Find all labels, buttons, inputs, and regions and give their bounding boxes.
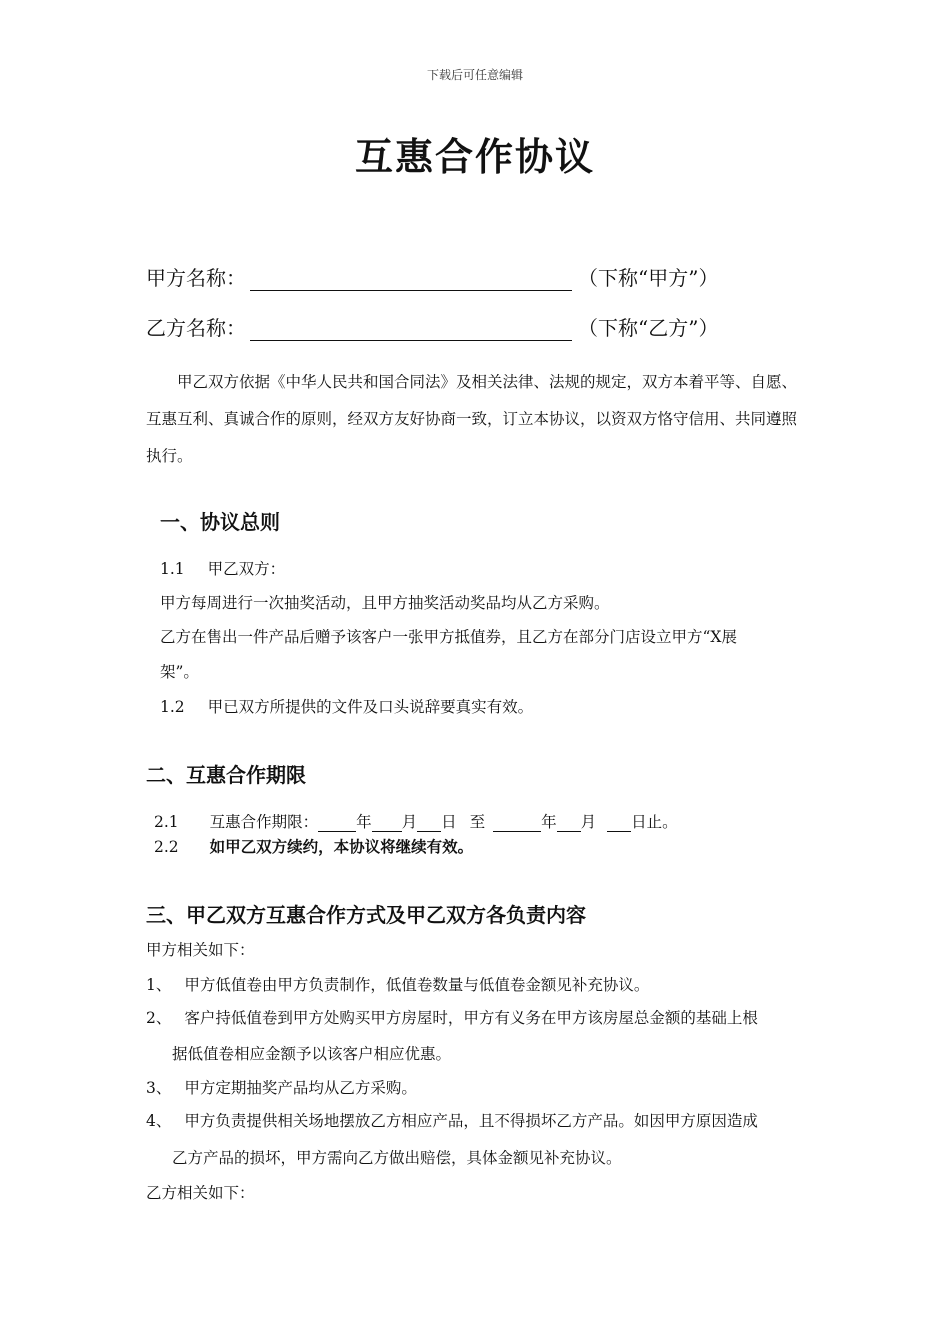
party-a-name-field[interactable] <box>250 268 572 291</box>
section1-line-a: 甲方每周进行一次抽奖活动，且甲方抽奖活动奖品均从乙方采购。 <box>160 594 610 612</box>
header-note: 下载后可任意编辑 <box>426 68 523 82</box>
section1-line-b1: 乙方在售出一件产品后赠予该客户一张甲方抵值券，且乙方在部分门店设立甲方“X展 <box>160 628 737 646</box>
party-a-label: 甲方名称： <box>146 266 246 290</box>
section2-item2-num: 2.2 <box>154 838 179 856</box>
duty-item-2-cont: 据低值卷相应金额予以该客户相应优惠。 <box>172 1045 452 1063</box>
party-b-duties-intro: 乙方相关如下： <box>146 1184 255 1202</box>
duty-item-4 <box>146 1109 758 1131</box>
duty-item-3 <box>146 1076 417 1098</box>
duty-item-2 <box>146 1006 758 1028</box>
document-title: 互惠合作协议 <box>354 134 595 179</box>
start-month-unit: 月 <box>401 813 418 831</box>
start-year-unit: 年 <box>356 813 372 831</box>
section1-item1-num: 1.1 <box>160 560 185 578</box>
party-b-row <box>146 312 718 341</box>
duty-item-4-text: 甲方负责提供相关场地摆放乙方相应产品，且不得损坏乙方产品。如因甲方原因造成 <box>184 1112 758 1130</box>
duty-item-1 <box>146 973 649 995</box>
duty-item-4-cont: 乙方产品的损坏，甲方需向乙方做出赔偿，具体金额见补充协议。 <box>172 1149 622 1167</box>
end-day-blank[interactable] <box>607 816 631 832</box>
end-month-blank[interactable] <box>557 816 581 832</box>
section1-item2-text: 甲已双方所提供的文件及口头说辞要真实有效。 <box>207 698 534 716</box>
section1-heading: 一、协议总则 <box>160 510 280 534</box>
end-label: 日止。 <box>631 813 678 831</box>
duty-item-3-text: 甲方定期抽奖产品均从乙方采购。 <box>184 1079 417 1097</box>
section1-item2 <box>160 695 533 717</box>
duty-item-2-text: 客户持低值卷到甲方处购买甲方房屋时，甲方有义务在甲方该房屋总金额的基础上根 <box>184 1009 758 1027</box>
party-b-label: 乙方名称： <box>146 316 246 340</box>
party-b-name-field[interactable] <box>250 318 572 341</box>
section1-item1 <box>160 557 285 579</box>
start-day-blank[interactable] <box>417 816 441 832</box>
party-a-row <box>146 262 718 291</box>
duty-item-1-num: 1、 <box>146 976 172 994</box>
party-a-suffix: （下称“甲方”） <box>578 266 719 290</box>
duty-item-1-text: 甲方低值卷由甲方负责制作，低值卷数量与低值卷金额见补充协议。 <box>184 976 650 994</box>
end-year-blank[interactable] <box>493 816 541 832</box>
duty-item-4-num: 4、 <box>146 1112 172 1130</box>
section2-item2 <box>154 835 473 857</box>
start-day-unit: 日 <box>441 813 457 831</box>
section2-item1-label: 互惠合作期限： <box>209 813 319 831</box>
end-year-unit: 年 <box>541 813 557 831</box>
start-year-blank[interactable] <box>318 816 356 832</box>
start-month-blank[interactable] <box>372 816 402 832</box>
section2-heading: 二、互惠合作期限 <box>146 763 306 787</box>
section2-item1-num: 2.1 <box>154 813 179 831</box>
duty-item-2-num: 2、 <box>146 1009 172 1027</box>
intro-paragraph: 甲乙双方依据《中华人民共和国合同法》及相关法律、法规的规定，双方本着平等、自愿、互惠互利、真诚合作的原则，经双方友好协商一致，订立本协议，以资双方恪守信用、共同遵照执行。 <box>146 373 798 465</box>
section2-item2-text: 如甲乙双方续约，本协议将继续有效。 <box>209 837 474 856</box>
section1-line-b2: 架”。 <box>160 663 199 681</box>
to-label: 至 <box>469 813 486 831</box>
section1-item2-num: 1.2 <box>160 698 185 716</box>
party-b-suffix: （下称“乙方”） <box>578 316 719 340</box>
duty-item-3-num: 3、 <box>146 1079 172 1097</box>
section2-item1 <box>154 810 678 832</box>
section3-heading: 三、甲乙双方互惠合作方式及甲乙双方各负责内容 <box>146 903 586 927</box>
section1-item1-text: 甲乙双方： <box>207 560 286 578</box>
party-a-duties-intro: 甲方相关如下： <box>146 941 255 959</box>
end-month-unit: 月 <box>580 813 597 831</box>
